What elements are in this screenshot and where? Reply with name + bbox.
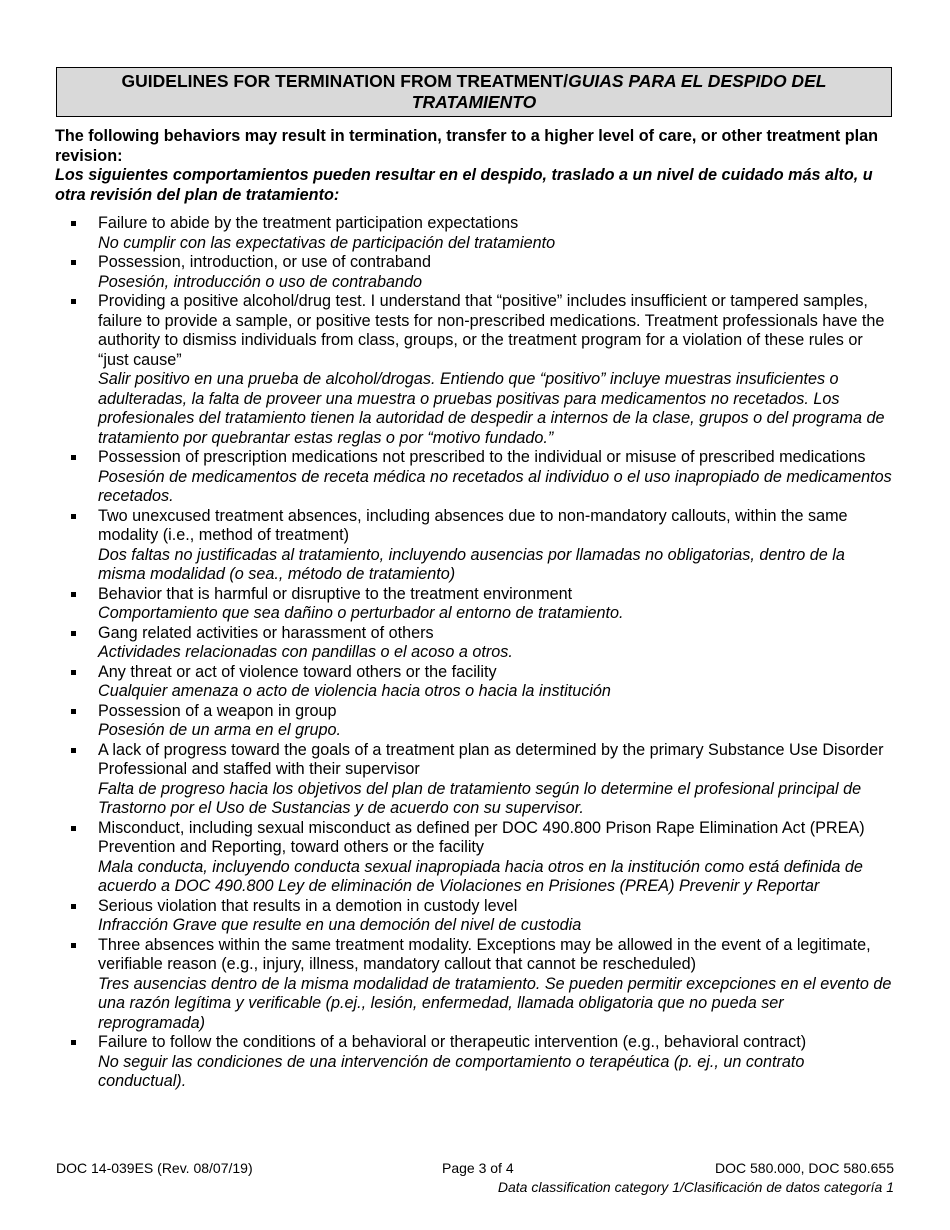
list-item [55,507,895,585]
intro-en: The following behaviors may result in termination, transfer to a higher level of care, or other treatment plan revision: [55,127,879,165]
intro-es: Los siguientes comportamientos pueden resultar en el despido, traslado a un nivel de cuidado más alto, u otra revisión del plan de tratamiento: [55,166,873,204]
intro-paragraph [55,127,895,205]
bullet-icon [71,455,76,460]
item-text-en: Serious violation that results in a demotion in custody level [98,896,518,915]
item-text-es: Posesión, introducción o uso de contrabando [98,272,422,291]
bullet-icon [71,1040,76,1045]
item-text-en: Two unexcused treatment absences, including absences due to non-mandatory callouts, within the same modality (i.e., method of treatment) [98,506,848,544]
footer-page-number: Page 3 of 4 [442,1160,514,1176]
behavior-list [55,214,895,1092]
bullet-icon [71,826,76,831]
bullet-icon [71,943,76,948]
footer-classification: Data classification category 1/Clasificación de datos categoría 1 [497,1179,894,1195]
item-text-en: Possession, introduction, or use of contraband [98,253,431,271]
bullet-icon [71,592,76,597]
item-text-es: No cumplir con las expectativas de participación del tratamiento [98,233,556,252]
list-item [55,1033,895,1092]
page-title [56,67,892,117]
list-item [55,214,895,253]
title-es-line2: TRATAMIENTO [411,92,537,112]
item-text-en: Possession of a weapon in group [98,701,337,720]
item-text-en: Gang related activities or harassment of others [98,623,434,642]
item-text-en: Failure to follow the conditions of a behavioral or therapeutic intervention (e.g., behavioral contract) [98,1033,807,1051]
item-text-en: A lack of progress toward the goals of a treatment plan as determined by the primary Substance Use Disorder Professional and staffed with their supervisor [98,740,884,778]
list-item [55,292,895,448]
item-text-en: Misconduct, including sexual misconduct as defined per DOC 490.800 Prison Rape Elimination Act (PREA) Prevention and Reporting, toward others or the facility [98,818,865,856]
footer-form-id: DOC 14-039ES (Rev. 08/07/19) [56,1160,253,1176]
list-item [55,624,895,663]
item-text-es: Posesión de un arma en el grupo. [98,721,341,739]
list-item [55,663,895,702]
bullet-icon [71,670,76,675]
item-text-es: No seguir las condiciones de una intervención de comportamiento o terapéutica (p. ej., un contrato conductual). [98,1052,805,1090]
list-item [55,702,895,741]
list-item [55,897,895,936]
item-text-es: Posesión de medicamentos de receta médica no recetados al individuo o el uso inapropiado de medicamentos recetados. [98,467,892,505]
list-item [55,448,895,507]
item-text-es: Falta de progreso hacia los objetivos del plan de tratamiento según lo determine el profesional principal de Trastorno por el Uso de Sustancias y de acuerdo con su supervisor. [98,779,862,817]
bullet-icon [71,299,76,304]
title-es-line1: GUIAS PARA EL DESPIDO DEL [568,71,827,91]
item-text-es: Comportamiento que sea dañino o perturbador al entorno de tratamiento. [98,604,624,622]
item-text-es: Salir positivo en una prueba de alcohol/drogas. Entiendo que “positivo” incluye muestras insuficientes o adulteradas, la falta de proveer una muestra o pruebas positivas para medicamentos no recetados. Los profesionales del tratamiento tienen la autoridad de despedir a internos de la clase, grupos o del programa de tratamiento por quebrantar estas reglas o por “motivo fundado.” [98,370,885,447]
item-text-es: Infracción Grave que resulte en una democión del nivel de custodia [98,916,582,934]
item-text-en: Providing a positive alcohol/drug test. I understand that “positive” includes insufficient or tampered samples, failure to provide a sample, or positive tests for non-prescribed medications. Treatment professionals have the authority to dismiss individuals from class, groups, or the treatment program for a violation of these rules or “just cause” [98,292,885,369]
item-text-en: Three absences within the same treatment modality. Exceptions may be allowed in the event of a legitimate, verifiable reason (e.g., injury, illness, mandatory callout that cannot be rescheduled) [98,935,871,973]
bullet-icon [71,748,76,753]
bullet-icon [71,904,76,909]
item-text-en: Possession of prescription medications not prescribed to the individual or misuse of prescribed medications [98,448,866,466]
bullet-icon [71,709,76,714]
list-item [55,253,895,292]
bullet-icon [71,631,76,636]
item-text-es: Mala conducta, incluyendo conducta sexual inapropiada hacia otros en la institución como está definida de acuerdo a DOC 490.800 Ley de eliminación de Violaciones en Prisiones (PREA) Prevenir y Reportar [98,857,863,895]
bullet-icon [71,221,76,226]
list-item [55,819,895,897]
list-item [55,585,895,624]
item-text-es: Tres ausencias dentro de la misma modalidad de tratamiento. Se pueden permitir excepciones en el evento de una razón legítima y verificable (p.ej., lesión, enfermedad, llamada obligatoria que no pueda ser reprogramada) [98,974,892,1032]
item-text-en: Behavior that is harmful or disruptive to the treatment environment [98,584,573,603]
list-item [55,741,895,819]
item-text-es: Dos faltas no justificadas al tratamiento, incluyendo ausencias por llamadas no obligatorias, dentro de la misma modalidad (o sea., método de tratamiento) [98,545,845,583]
footer-policy-refs: DOC 580.000, DOC 580.655 [715,1160,894,1176]
bullet-icon [71,260,76,265]
item-text-es: Actividades relacionadas con pandillas o el acoso a otros. [98,643,513,661]
title-en: GUIDELINES FOR TERMINATION FROM TREATMENT/ [121,71,569,91]
list-item [55,936,895,1034]
item-text-en: Failure to abide by the treatment participation expectations [98,214,519,232]
bullet-icon [71,514,76,519]
item-text-en: Any threat or act of violence toward others or the facility [98,662,497,681]
item-text-es: Cualquier amenaza o acto de violencia hacia otros o hacia la institución [98,682,611,700]
